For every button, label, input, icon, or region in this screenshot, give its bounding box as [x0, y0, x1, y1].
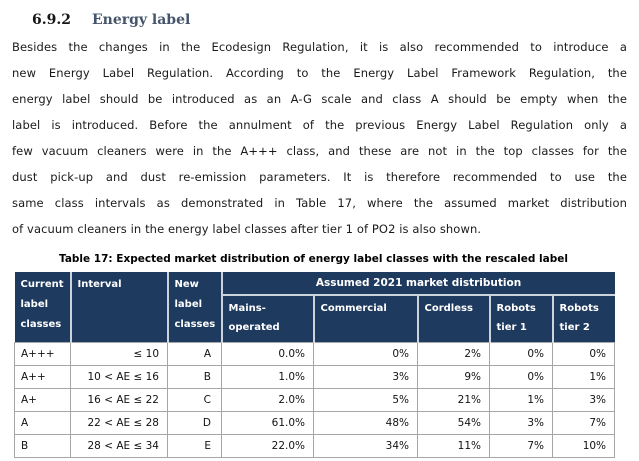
table-row	[15, 412, 615, 435]
cell-new-class: C	[168, 389, 222, 412]
table-row	[15, 435, 615, 458]
table-header	[15, 272, 615, 343]
cell-robots-tier1: 3%	[490, 412, 553, 435]
cell-new-class: D	[168, 412, 222, 435]
cell-interval: 28 < AE ≤ 34	[71, 435, 168, 458]
table-body	[15, 343, 615, 458]
paragraph-line: dust pick-up and dust re-emission parameters. It is therefore recommended to use the	[12, 170, 627, 184]
cell-new-class: B	[168, 366, 222, 389]
cell-robots-tier2: 10%	[553, 435, 615, 458]
paragraph-line: label is introduced. Before the annulment of the previous Energy Label Regulation only a	[12, 118, 627, 132]
cell-interval: 16 < AE ≤ 22	[71, 389, 168, 412]
cell-cordless: 11%	[418, 435, 490, 458]
cell-current-class: A+	[15, 389, 71, 412]
energy-label-table	[14, 272, 615, 458]
table-caption: Table 17: Expected market distribution of energy label classes with the rescaled label	[59, 253, 568, 265]
paragraph-line: energy label should be introduced as an A-G scale and class A should be empty when the	[12, 92, 627, 106]
section-heading	[32, 11, 627, 29]
col-header-current-label-classes: Current label classes	[15, 272, 71, 343]
cell-robots-tier1: 0%	[490, 343, 553, 366]
col-header-robots-tier-1: Robots tier 1	[490, 295, 553, 343]
cell-commercial: 34%	[314, 435, 418, 458]
cell-robots-tier1: 7%	[490, 435, 553, 458]
table-row	[15, 343, 615, 366]
cell-mains: 0.0%	[222, 343, 314, 366]
cell-commercial: 0%	[314, 343, 418, 366]
cell-mains: 22.0%	[222, 435, 314, 458]
cell-current-class: B	[15, 435, 71, 458]
cell-interval: 22 < AE ≤ 28	[71, 412, 168, 435]
col-header-interval: Interval	[71, 272, 168, 343]
col-header-commercial: Commercial	[314, 295, 418, 343]
cell-current-class: A++	[15, 366, 71, 389]
cell-cordless: 2%	[418, 343, 490, 366]
cell-commercial: 5%	[314, 389, 418, 412]
paragraph-line: same class intervals as demonstrated in Table 17, where the assumed market distribution	[12, 196, 627, 210]
cell-robots-tier2: 0%	[553, 343, 615, 366]
cell-new-class: E	[168, 435, 222, 458]
cell-cordless: 54%	[418, 412, 490, 435]
body-paragraph	[12, 34, 627, 242]
table-row	[15, 389, 615, 412]
cell-interval: ≤ 10	[71, 343, 168, 366]
paragraph-line: of vacuum cleaners in the energy label classes after tier 1 of PO2 is also shown.	[12, 222, 482, 236]
col-header-new-label-classes: New label classes	[168, 272, 222, 343]
col-header-cordless: Cordless	[418, 295, 490, 343]
cell-robots-tier1: 1%	[490, 389, 553, 412]
table-header-row-top	[15, 272, 615, 295]
cell-new-class: A	[168, 343, 222, 366]
cell-mains: 2.0%	[222, 389, 314, 412]
section-number: 6.9.2	[32, 12, 71, 28]
cell-mains: 61.0%	[222, 412, 314, 435]
cell-robots-tier2: 1%	[553, 366, 615, 389]
cell-commercial: 3%	[314, 366, 418, 389]
cell-cordless: 21%	[418, 389, 490, 412]
cell-robots-tier2: 7%	[553, 412, 615, 435]
cell-robots-tier2: 3%	[553, 389, 615, 412]
cell-mains: 1.0%	[222, 366, 314, 389]
cell-cordless: 9%	[418, 366, 490, 389]
table-row	[15, 366, 615, 389]
col-header-mains-operated: Mains-operated	[222, 295, 314, 343]
cell-current-class: A	[15, 412, 71, 435]
col-header-robots-tier-2: Robots tier 2	[553, 295, 615, 343]
section-title: Energy label	[91, 12, 191, 28]
cell-commercial: 48%	[314, 412, 418, 435]
document-page	[0, 11, 639, 458]
col-group-header-assumed-2021-market-distribution: Assumed 2021 market distribution	[222, 272, 615, 295]
cell-interval: 10 < AE ≤ 16	[71, 366, 168, 389]
cell-robots-tier1: 0%	[490, 366, 553, 389]
paragraph-line: few vacuum cleaners were in the A+++ class, and these are not in the top classes for the	[12, 144, 627, 158]
paragraph-line: Besides the changes in the Ecodesign Regulation, it is also recommended to introduce a	[12, 40, 627, 54]
cell-current-class: A+++	[15, 343, 71, 366]
paragraph-line: new Energy Label Regulation. According to the Energy Label Framework Regulation, the	[12, 66, 627, 80]
